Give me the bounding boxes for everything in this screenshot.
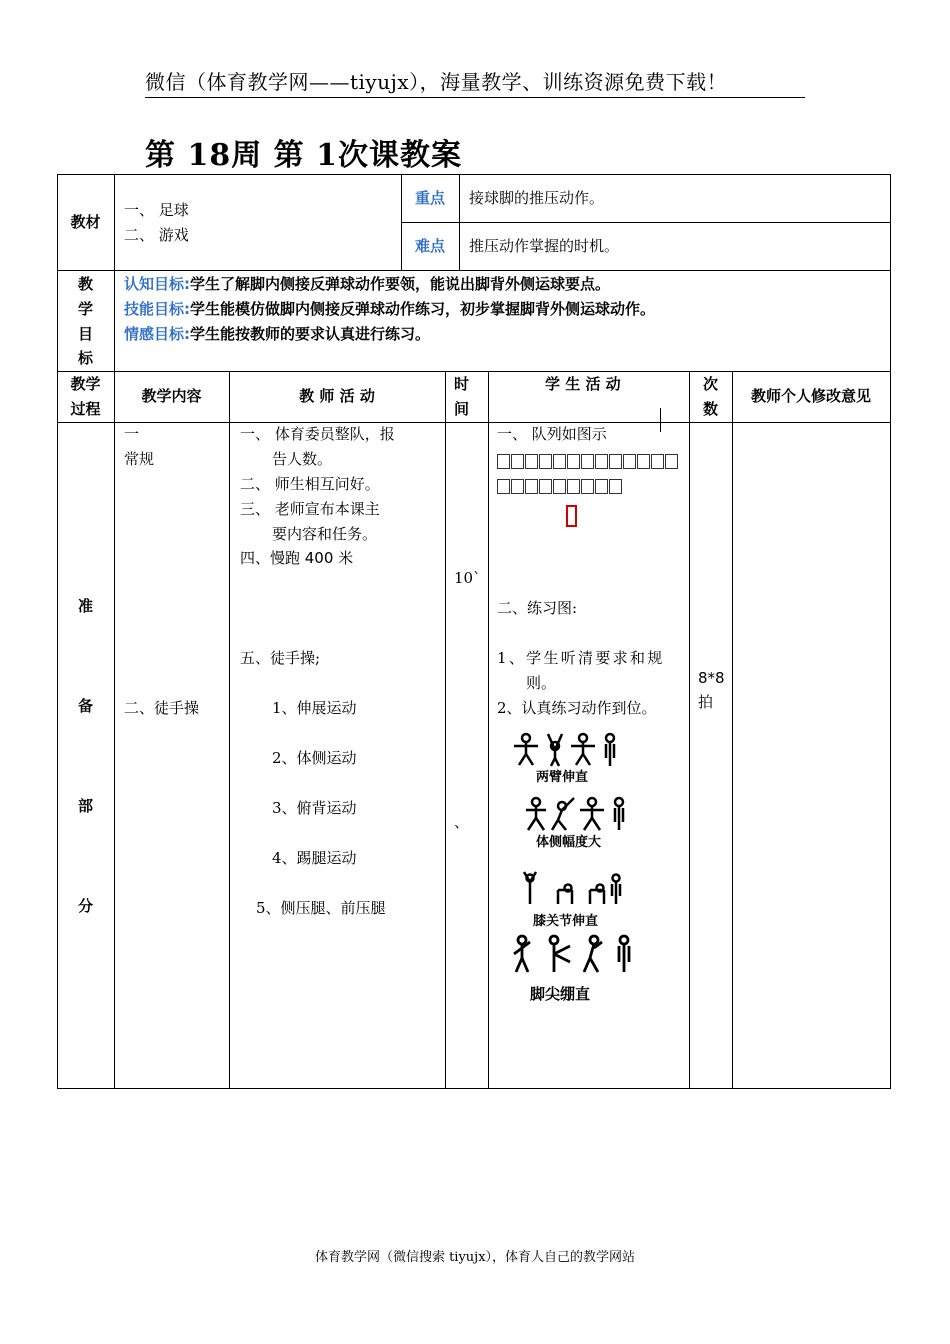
student-item: 2、认真练习动作到位。: [497, 699, 657, 717]
missing-glyph-box: [511, 479, 524, 494]
key-point-label: 重点: [414, 189, 445, 207]
time-value: 、: [454, 813, 470, 831]
missing-glyph-text: [497, 449, 682, 499]
missing-glyph-box: [525, 454, 538, 469]
count-value: 8*8: [698, 669, 725, 687]
key-point-text: 接球脚的推压动作。: [469, 189, 605, 207]
goal-skill: 技能目标:学生能模仿做脚内侧接反弹球动作练习，初步掌握脚背外侧运球动作。: [124, 300, 656, 318]
page-footer: 体育教学网（微信搜索 tiyujx），体育人自己的教学网站: [314, 1250, 636, 1265]
count-unit: 拍: [698, 693, 714, 711]
formation-mark: [566, 505, 577, 527]
missing-glyph-box: [553, 479, 566, 494]
missing-glyph-box: [567, 479, 580, 494]
missing-glyph-box: [539, 479, 552, 494]
missing-glyph-box: [567, 454, 580, 469]
missing-glyph-box: [497, 479, 510, 494]
material-item: 二、 游戏: [124, 226, 189, 244]
difficulty-text: 推压动作掌握的时机。: [469, 237, 620, 255]
exercise-caption: 体侧幅度大: [536, 835, 602, 850]
exercise-caption: 脚尖绷直: [530, 985, 591, 1003]
content-item: 二、徒手操: [124, 699, 200, 717]
missing-glyph-box: [609, 479, 622, 494]
difficulty-label: 难点: [414, 237, 445, 255]
missing-glyph-box: [511, 454, 524, 469]
content-item: 一: [124, 425, 140, 443]
missing-glyph-box: [525, 479, 538, 494]
col-header-notes: 教师个人修改意见: [750, 387, 871, 405]
time-value: 10`: [454, 569, 481, 587]
missing-glyph-box: [581, 454, 594, 469]
missing-glyph-box: [497, 454, 510, 469]
exercise-figure-side: [522, 796, 632, 832]
missing-glyph-box: [595, 454, 608, 469]
exercise-figure-arms: [510, 732, 630, 768]
missing-glyph-box: [637, 454, 650, 469]
col-header-content: 教学内容: [141, 387, 202, 405]
material-label: 教材: [70, 213, 101, 231]
missing-glyph-box: [595, 479, 608, 494]
page-header: 微信（体育教学网——tiyujx），海量教学、训练资源免费下载！: [145, 66, 805, 98]
missing-glyph-box: [539, 454, 552, 469]
exercise-caption: 膝关节伸直: [533, 914, 599, 929]
exercise-figure-toe: [508, 934, 638, 974]
student-item: 二、练习图:: [497, 599, 578, 617]
missing-glyph-box: [553, 454, 566, 469]
goal-cognitive: 认知目标:学生了解脚内侧接反弹球动作要领，能说出脚背外侧运球要点。: [124, 275, 611, 293]
material-item: 一、 足球: [124, 201, 189, 219]
student-item: 1、学生听清要求和规: [497, 649, 665, 667]
goal-affective: 情感目标:学生能按教师的要求认真进行练习。: [124, 325, 431, 343]
content-item: 常规: [124, 450, 155, 468]
missing-glyph-box: [581, 479, 594, 494]
page-title: 第 18周 第 1次课教案: [145, 138, 462, 173]
missing-glyph-box: [651, 454, 664, 469]
missing-glyph-box: [609, 454, 622, 469]
exercise-figure-knee: [518, 870, 628, 906]
col-header-teacher: 教 师 活 动: [299, 387, 375, 405]
student-item: 则。: [526, 674, 557, 692]
missing-glyph-box: [665, 454, 678, 469]
student-item: 一、 队列如图示: [497, 425, 607, 443]
missing-glyph-box: [623, 454, 636, 469]
exercise-caption: 两臂伸直: [536, 770, 589, 785]
col-header-student: 学 生 活 动: [545, 375, 621, 393]
